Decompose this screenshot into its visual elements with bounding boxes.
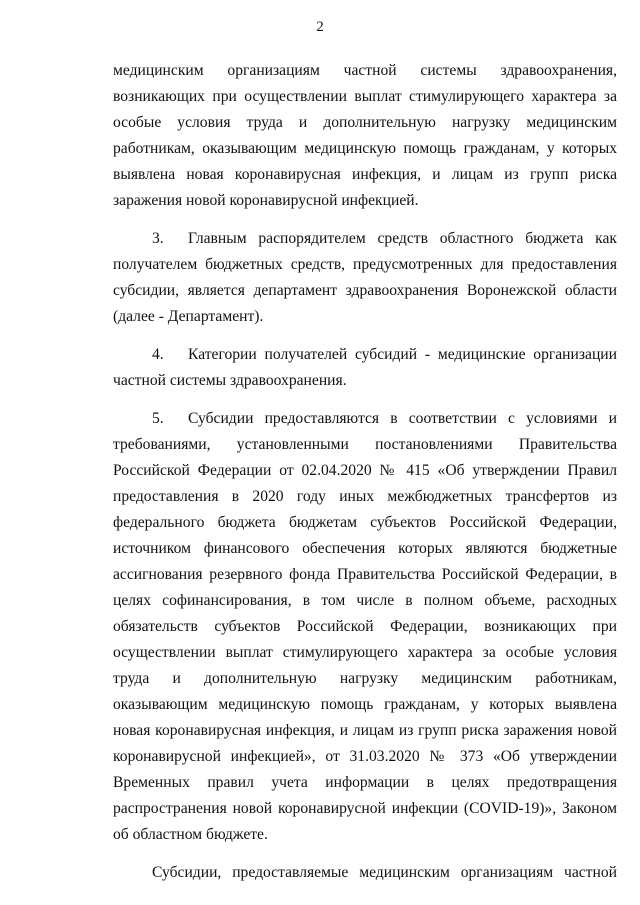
paragraph-text: Категории получателей субсидий - медицинские организации частной системы здравоохранения.: [113, 346, 617, 389]
paragraph-item-5: [113, 406, 617, 848]
paragraph-text: Субсидии предоставляются в соответствии с условиями и требованиями, установленными постановлениями Правительства Российской Федерации от 02.04.2020 № 415 «Об утверждении Правил предоставления в 2020 году иных межбюджетных трансфертов из федерального бюджета бюджетам субъектов Российской Федерации, источником финансового обеспечения которых являются бюджетные ассигнования резервного фонда Правительства Российской Федерации, в целях софинансирования, в том числе в полном объеме, расходных обязательств субъектов Российской Федерации, возникающих при осуществлении выплат стимулирующего характера за особые условия труда и дополнительную нагрузку медицинским работникам, оказывающим медицинскую помощь гражданам, у которых выявлена новая коронавирусная инфекция, и лицам из групп риска заражения новой коронавирусной инфекцией», от 31.03.2020 № 373 «Об утверждении Временных правил учета информации в целях предотвращения распространения новой коронавирусной инфекции (COVID-19)», Законом об областном бюджете.: [113, 410, 617, 843]
paragraph-number: 3.: [152, 230, 164, 247]
paragraph-text: медицинским организациям частной системы здравоохранения, возникающих при осуществлении выплат стимулирующего характера за особые условия труда и дополнительную нагрузку медицинским работникам, оказывающим медицинскую помощь гражданам, у которых выявлена новая коронавирусная инфекция, и лицам из групп риска заражения новой коронавирусной инфекцией.: [113, 62, 617, 209]
paragraph-fragment: [113, 860, 617, 886]
paragraph-number: 4.: [152, 346, 164, 363]
paragraph-item-3: [113, 226, 617, 330]
document-body: [113, 58, 617, 886]
page-number: 2: [316, 19, 324, 35]
paragraph-text: Субсидии, предоставляемые медицинским организациям частной: [152, 864, 617, 881]
paragraph-item-4: [113, 342, 617, 394]
paragraph-number: 5.: [152, 410, 164, 427]
paragraph-text: Главным распорядителем средств областного бюджета как получателем бюджетных средств, предусмотренных для предоставления субсидии, является департамент здравоохранения Воронежской области (далее - Департамент).: [113, 230, 617, 325]
paragraph-continuation: [113, 58, 617, 214]
